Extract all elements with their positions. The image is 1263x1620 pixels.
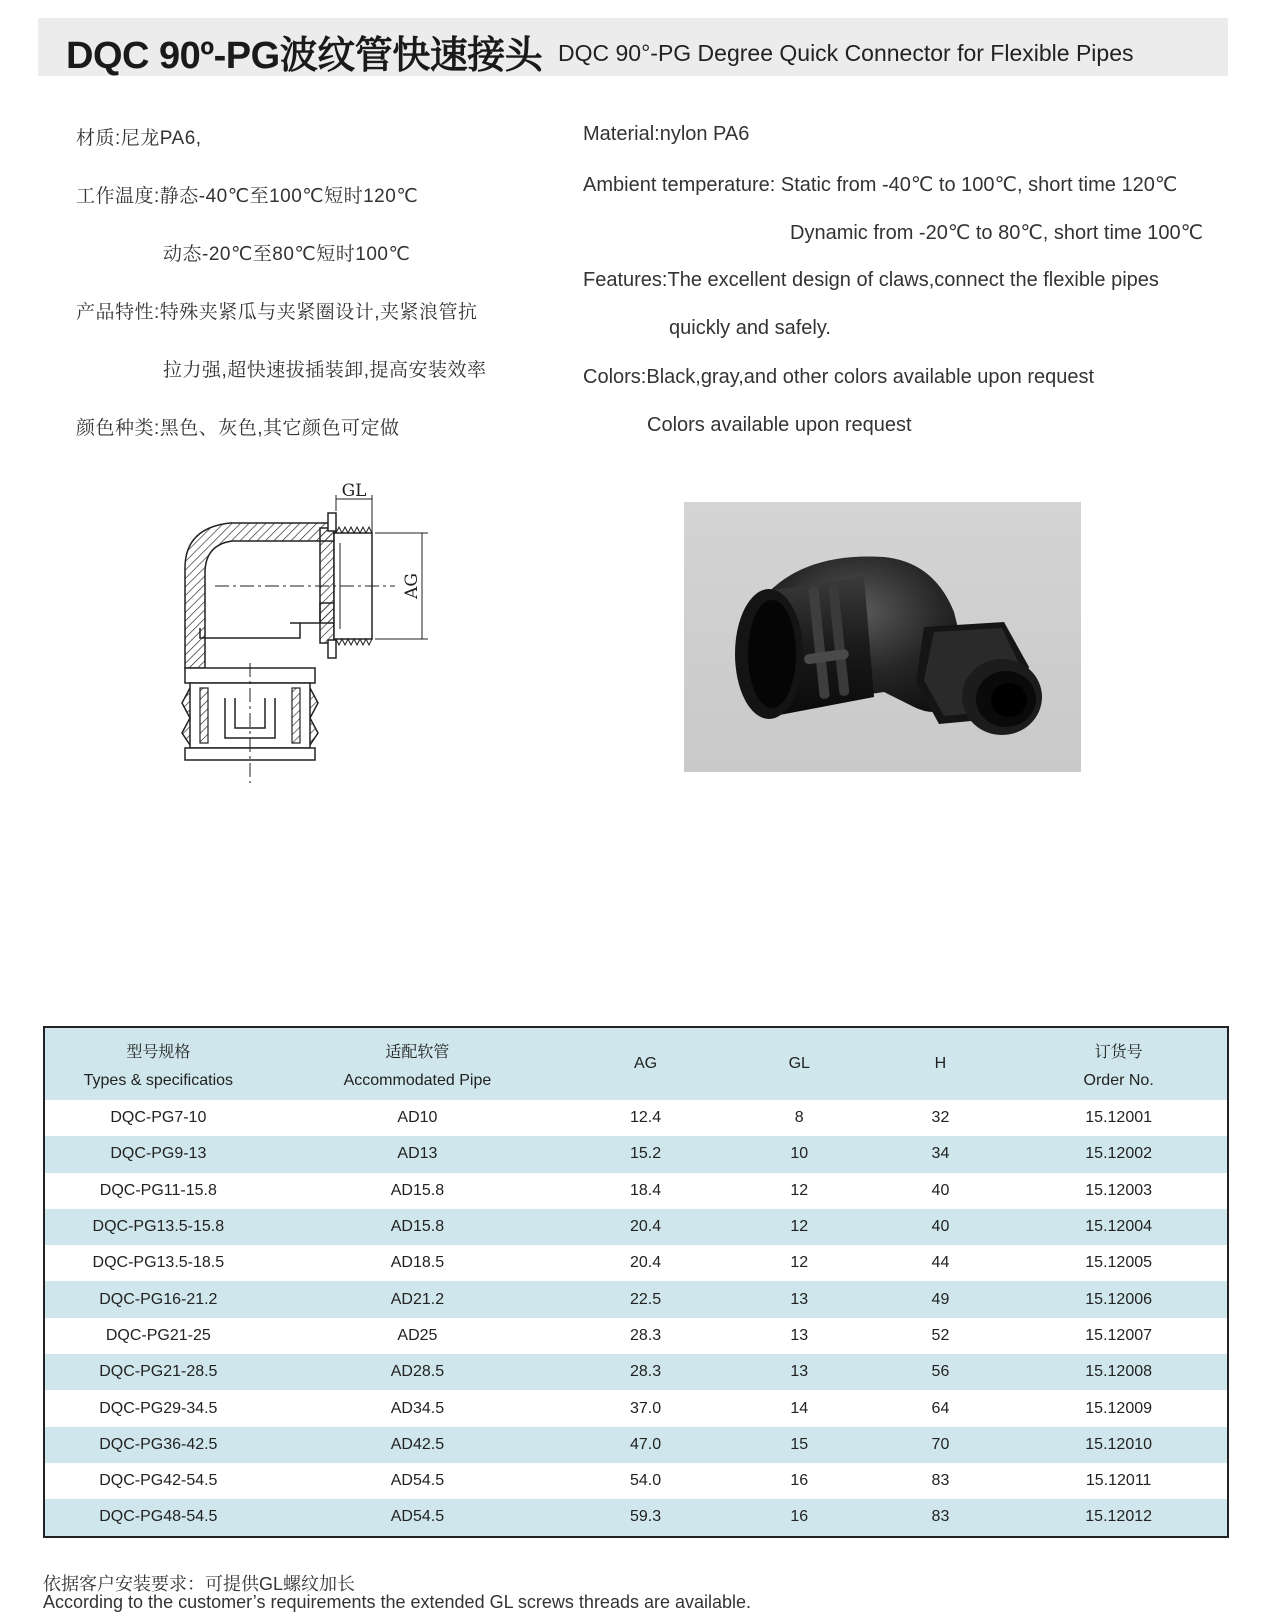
note-en: According to the customer’s requirements the extended GL screws threads are available. bbox=[43, 1592, 752, 1612]
cell-h: 40 bbox=[871, 1173, 1011, 1209]
cell-gl: 10 bbox=[728, 1136, 871, 1172]
cell-gl: 16 bbox=[728, 1499, 871, 1536]
cell-pipe: AD54.5 bbox=[272, 1499, 564, 1536]
page-subtitle: DQC 90°-PG Degree Quick Connector for Flexible Pipes bbox=[558, 40, 1134, 66]
cell-order: 15.12008 bbox=[1010, 1354, 1228, 1390]
cell-type: DQC-PG13.5-15.8 bbox=[44, 1209, 272, 1245]
cell-h: 70 bbox=[871, 1427, 1011, 1463]
cell-h: 64 bbox=[871, 1390, 1011, 1426]
cell-ag: 15.2 bbox=[563, 1136, 728, 1172]
cell-pipe: AD54.5 bbox=[272, 1463, 564, 1499]
cell-gl: 13 bbox=[728, 1354, 871, 1390]
cell-order: 15.12005 bbox=[1010, 1245, 1228, 1281]
cell-pipe: AD10 bbox=[272, 1100, 564, 1136]
table-row bbox=[44, 1281, 1228, 1317]
cell-type: DQC-PG36-42.5 bbox=[44, 1427, 272, 1463]
cell-order: 15.12002 bbox=[1010, 1136, 1228, 1172]
table-row bbox=[44, 1173, 1228, 1209]
drawing-label-gl: GL bbox=[341, 483, 367, 501]
table-row bbox=[44, 1318, 1228, 1354]
spec-cn-temperature: 工作温度:静态-40℃至100℃短时120℃ bbox=[76, 186, 419, 207]
col-header-order: 订货号 Order No. bbox=[1010, 1027, 1228, 1100]
cell-h: 83 bbox=[871, 1499, 1011, 1536]
table-row bbox=[44, 1100, 1228, 1136]
cell-h: 40 bbox=[871, 1209, 1011, 1245]
cell-order: 15.12003 bbox=[1010, 1173, 1228, 1209]
cell-h: 56 bbox=[871, 1354, 1011, 1390]
cell-type: DQC-PG16-21.2 bbox=[44, 1281, 272, 1317]
cell-pipe: AD21.2 bbox=[272, 1281, 564, 1317]
cell-order: 15.12009 bbox=[1010, 1390, 1228, 1426]
cell-type: DQC-PG48-54.5 bbox=[44, 1499, 272, 1536]
cell-pipe: AD25 bbox=[272, 1318, 564, 1354]
cell-order: 15.12006 bbox=[1010, 1281, 1228, 1317]
cell-ag: 12.4 bbox=[563, 1100, 728, 1136]
cell-type: DQC-PG7-10 bbox=[44, 1100, 272, 1136]
cell-ag: 47.0 bbox=[563, 1427, 728, 1463]
cell-gl: 12 bbox=[728, 1209, 871, 1245]
cell-ag: 54.0 bbox=[563, 1463, 728, 1499]
product-photo bbox=[684, 502, 1081, 772]
cell-type: DQC-PG9-13 bbox=[44, 1136, 272, 1172]
cell-type: DQC-PG29-34.5 bbox=[44, 1390, 272, 1426]
spec-en-temperature: Ambient temperature: Static from -40℃ to 100℃, short time 120℃ bbox=[583, 174, 1178, 196]
note-cn: 依据客户安装要求：可提供GL螺纹加长 bbox=[43, 1574, 356, 1594]
table-row bbox=[44, 1390, 1228, 1426]
cell-pipe: AD28.5 bbox=[272, 1354, 564, 1390]
table-row bbox=[44, 1354, 1228, 1390]
cell-ag: 37.0 bbox=[563, 1390, 728, 1426]
cell-order: 15.12012 bbox=[1010, 1499, 1228, 1536]
spec-en-temperature-dynamic: Dynamic from -20℃ to 80℃, short time 100℃ bbox=[790, 222, 1204, 244]
cell-pipe: AD15.8 bbox=[272, 1209, 564, 1245]
cell-pipe: AD42.5 bbox=[272, 1427, 564, 1463]
cell-h: 34 bbox=[871, 1136, 1011, 1172]
col-header-pipe: 适配软管 Accommodated Pipe bbox=[272, 1027, 564, 1100]
cell-ag: 18.4 bbox=[563, 1173, 728, 1209]
cell-order: 15.12010 bbox=[1010, 1427, 1228, 1463]
cell-gl: 13 bbox=[728, 1281, 871, 1317]
cell-pipe: AD18.5 bbox=[272, 1245, 564, 1281]
table-row bbox=[44, 1209, 1228, 1245]
cell-gl: 16 bbox=[728, 1463, 871, 1499]
cell-ag: 28.3 bbox=[563, 1354, 728, 1390]
table-row bbox=[44, 1245, 1228, 1281]
cell-type: DQC-PG11-15.8 bbox=[44, 1173, 272, 1209]
cell-h: 83 bbox=[871, 1463, 1011, 1499]
col-header-h: H bbox=[871, 1027, 1011, 1100]
cell-h: 44 bbox=[871, 1245, 1011, 1281]
cell-ag: 20.4 bbox=[563, 1209, 728, 1245]
cell-ag: 22.5 bbox=[563, 1281, 728, 1317]
cell-type: DQC-PG42-54.5 bbox=[44, 1463, 272, 1499]
spec-en-colors-cont: Colors available upon request bbox=[647, 414, 912, 436]
cell-pipe: AD15.8 bbox=[272, 1173, 564, 1209]
technical-drawing bbox=[170, 483, 450, 783]
col-header-ag: AG bbox=[563, 1027, 728, 1100]
spec-cn-features: 产品特性:特殊夹紧瓜与夹紧圈设计,夹紧浪管抗 bbox=[76, 302, 478, 323]
cell-h: 49 bbox=[871, 1281, 1011, 1317]
cell-ag: 59.3 bbox=[563, 1499, 728, 1536]
cell-type: DQC-PG21-25 bbox=[44, 1318, 272, 1354]
table-row bbox=[44, 1499, 1228, 1536]
cell-gl: 12 bbox=[728, 1245, 871, 1281]
cell-gl: 14 bbox=[728, 1390, 871, 1426]
spec-cn-colors: 颜色种类:黑色、灰色,其它颜色可定做 bbox=[76, 418, 400, 439]
drawing-label-ag: AG bbox=[402, 573, 422, 599]
cell-ag: 28.3 bbox=[563, 1318, 728, 1354]
spec-en-colors: Colors:Black,gray,and other colors available upon request bbox=[583, 366, 1095, 388]
spec-cn-material: 材质:尼龙PA6, bbox=[76, 128, 202, 149]
spec-en-features-cont: quickly and safely. bbox=[669, 317, 831, 339]
cell-type: DQC-PG21-28.5 bbox=[44, 1354, 272, 1390]
cell-h: 52 bbox=[871, 1318, 1011, 1354]
cell-ag: 20.4 bbox=[563, 1245, 728, 1281]
spec-en-features: Features:The excellent design of claws,connect the flexible pipes bbox=[583, 269, 1159, 291]
table-row bbox=[44, 1136, 1228, 1172]
table-row bbox=[44, 1427, 1228, 1463]
cell-gl: 15 bbox=[728, 1427, 871, 1463]
spec-cn-temperature-dynamic: 动态-20℃至80℃短时100℃ bbox=[163, 244, 411, 265]
table-row bbox=[44, 1463, 1228, 1499]
page-title: DQC 90º-PG波纹管快速接头 bbox=[66, 35, 543, 77]
cell-order: 15.12001 bbox=[1010, 1100, 1228, 1136]
cell-order: 15.12011 bbox=[1010, 1463, 1228, 1499]
spec-en-material: Material:nylon PA6 bbox=[583, 123, 750, 145]
title-bar bbox=[38, 18, 1228, 76]
cell-gl: 13 bbox=[728, 1318, 871, 1354]
table-header-row bbox=[44, 1027, 1228, 1100]
col-header-gl: GL bbox=[728, 1027, 871, 1100]
cell-order: 15.12004 bbox=[1010, 1209, 1228, 1245]
spec-cn-features-cont: 拉力强,超快速拔插装卸,提高安装效率 bbox=[163, 360, 487, 381]
cell-gl: 8 bbox=[728, 1100, 871, 1136]
spec-table bbox=[43, 1026, 1229, 1538]
table-body bbox=[44, 1100, 1228, 1537]
cell-pipe: AD34.5 bbox=[272, 1390, 564, 1426]
cell-type: DQC-PG13.5-18.5 bbox=[44, 1245, 272, 1281]
col-header-type: 型号规格 Types & specificatios bbox=[44, 1027, 272, 1100]
cell-gl: 12 bbox=[728, 1173, 871, 1209]
cell-h: 32 bbox=[871, 1100, 1011, 1136]
cell-order: 15.12007 bbox=[1010, 1318, 1228, 1354]
cell-pipe: AD13 bbox=[272, 1136, 564, 1172]
